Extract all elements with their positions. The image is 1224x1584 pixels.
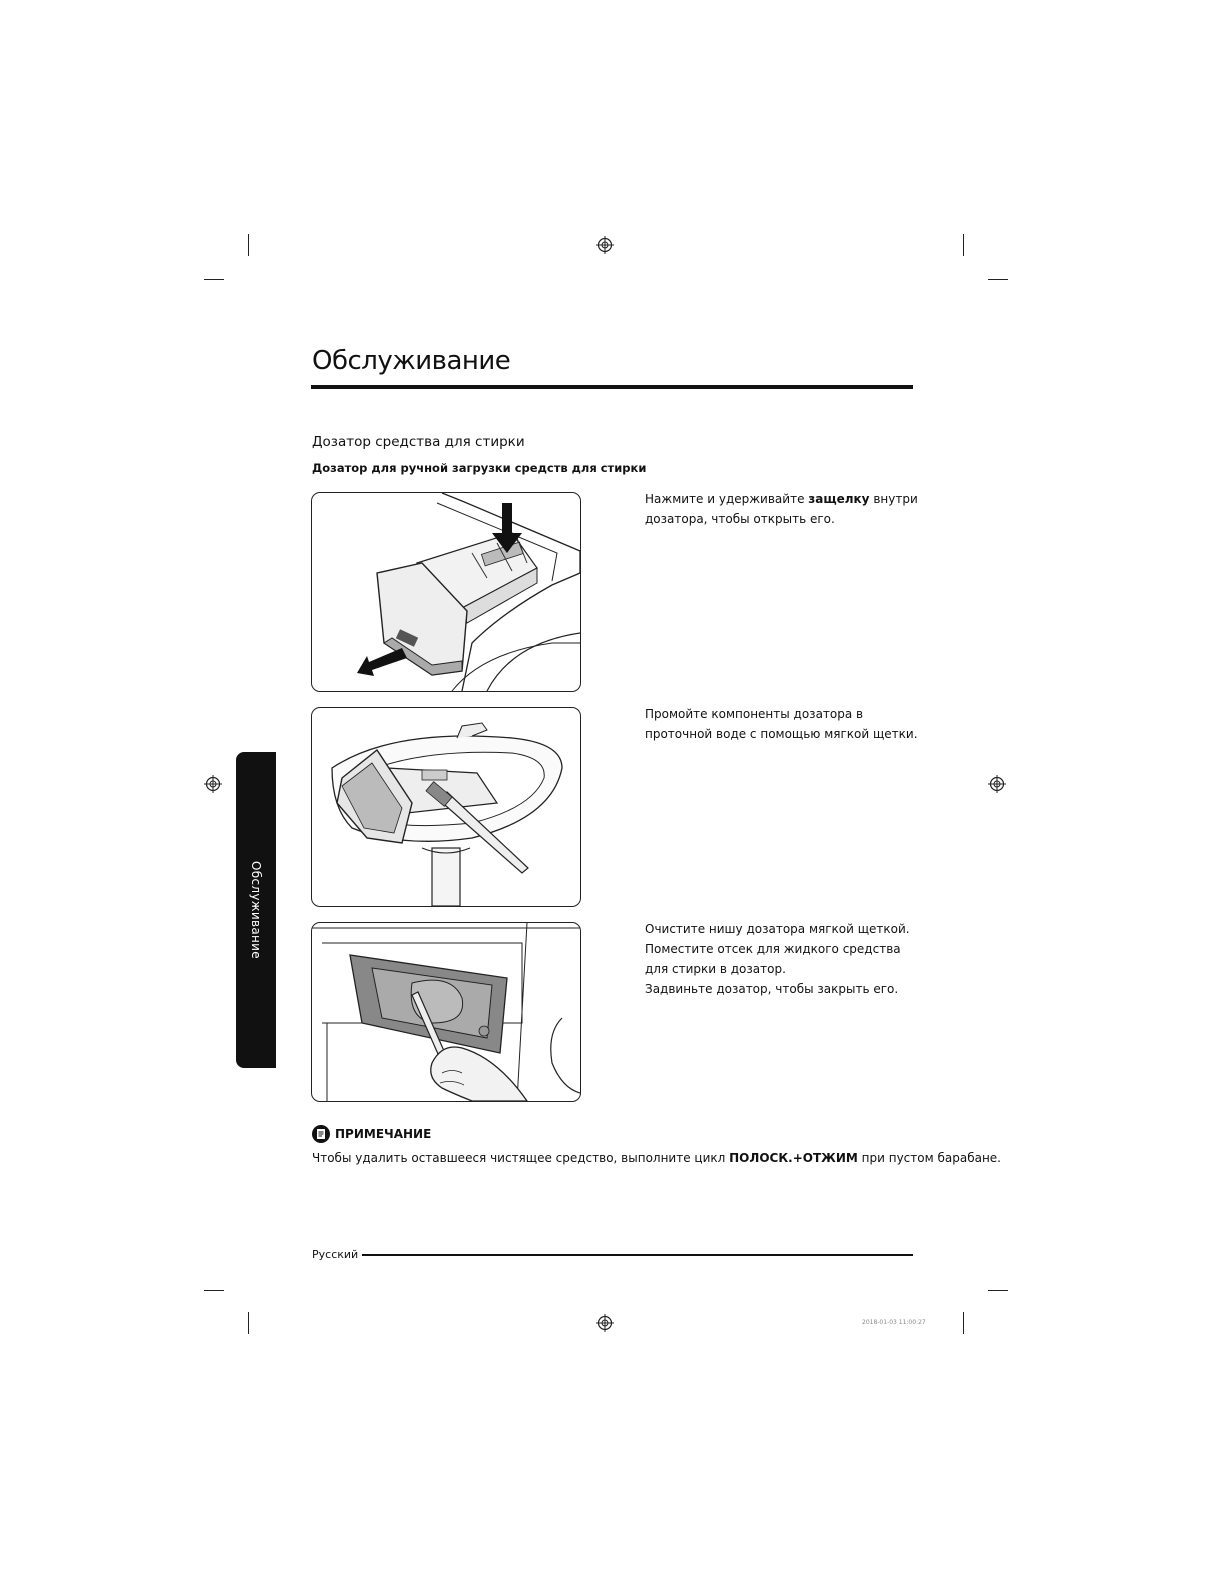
- section-heading: Дозатор средства для стирки: [312, 434, 525, 450]
- step-3-line-1: Очистите нишу дозатора мягкой щеткой.: [645, 922, 910, 936]
- page-title: Обслуживание: [312, 346, 511, 376]
- registration-mark-icon: [596, 236, 614, 254]
- crop-mark: [963, 234, 964, 256]
- step-1-text-bold: защелку: [808, 492, 870, 506]
- note-text: [312, 1151, 1001, 1165]
- figure-clean-recess: [311, 922, 581, 1102]
- step-3-line-3: Задвиньте дозатор, чтобы закрыть его.: [645, 982, 899, 996]
- note-icon: [312, 1125, 330, 1143]
- registration-mark-icon: [204, 775, 222, 793]
- note-header: [312, 1124, 431, 1144]
- section-subheading: Дозатор для ручной загрузки средств для стирки: [312, 461, 647, 475]
- chapter-side-tab: [236, 752, 276, 1068]
- footer-rule: [362, 1254, 913, 1256]
- step-3-line-2: Поместите отсек для жидкого средства для стирки в дозатор.: [645, 942, 901, 976]
- figure-open-dispenser: [311, 492, 581, 692]
- print-stamp: 2018-01-03 11:00:27: [862, 1319, 926, 1326]
- step-2-line: Промойте компоненты дозатора в проточной воде с помощью мягкой щетки.: [645, 707, 918, 741]
- step-1-text-after: внутри дозатора, чтобы открыть его.: [645, 492, 918, 526]
- step-3-text: [645, 919, 920, 999]
- note-text-before: Чтобы удалить оставшееся чистящее средство, выполните цикл: [312, 1151, 730, 1165]
- crop-mark: [204, 279, 224, 280]
- crop-mark: [248, 234, 249, 256]
- figure-rinse-components: [311, 707, 581, 907]
- crop-mark: [988, 1290, 1008, 1291]
- registration-mark-icon: [988, 775, 1006, 793]
- note-text-after: при пустом барабане.: [857, 1151, 1001, 1165]
- crop-mark: [248, 1312, 249, 1334]
- crop-mark: [988, 279, 1008, 280]
- step-1-text: [645, 489, 920, 529]
- step-2-text: [645, 704, 920, 744]
- note-text-bold: ПОЛОСК.+ОТЖИМ: [729, 1151, 858, 1165]
- footer-language: Русский: [312, 1248, 359, 1261]
- registration-mark-icon: [596, 1314, 614, 1332]
- crop-mark: [204, 1290, 224, 1291]
- note-title: ПРИМЕЧАНИЕ: [335, 1127, 432, 1141]
- title-rule: [311, 385, 913, 389]
- chapter-side-tab-label: Обслуживание: [249, 861, 263, 959]
- step-1-text-before: Нажмите и удерживайте: [645, 492, 809, 506]
- crop-mark: [963, 1312, 964, 1334]
